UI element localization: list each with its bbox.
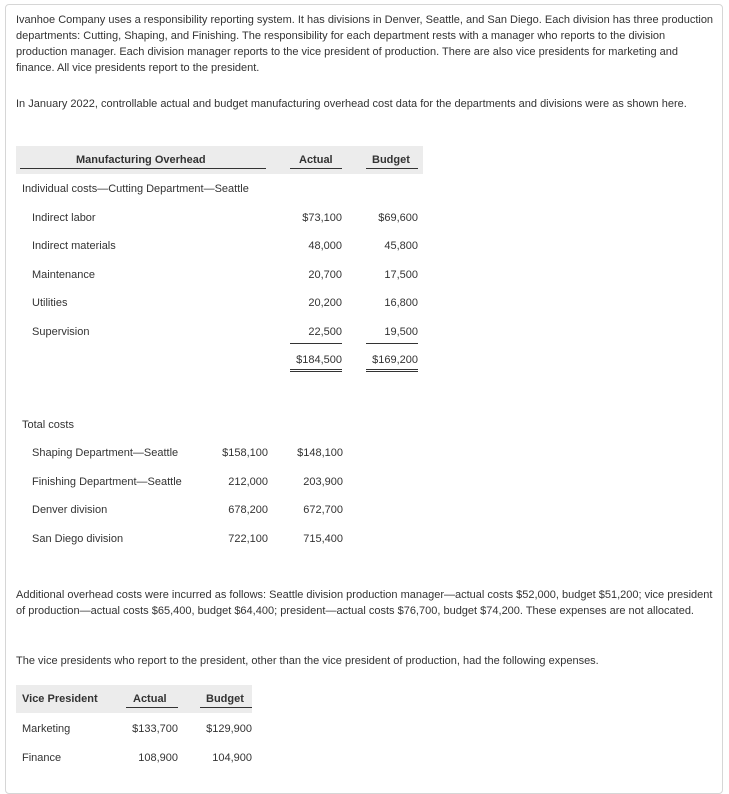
row-budget: 17,500	[384, 269, 418, 281]
row-label: Supervision	[32, 326, 90, 338]
total-row-label: San Diego division	[32, 533, 124, 545]
subtotal-actual-underline	[290, 343, 342, 344]
row-actual: $73,100	[302, 212, 342, 224]
row-budget: 45,800	[384, 240, 418, 252]
total-row-budget: $148,100	[297, 447, 343, 459]
header-actual-underline	[290, 168, 342, 169]
section-total-costs: Total costs	[22, 419, 74, 431]
vp-row-actual: 108,900	[138, 752, 178, 764]
header-label-underline	[20, 168, 266, 169]
intro-paragraph-2: In January 2022, controllable actual and budget manufacturing overhead cost data for the departments and divisions were as shown here.	[16, 98, 687, 110]
total-row-actual: 722,100	[228, 533, 268, 545]
additional-costs-paragraph: Additional overhead costs were incurred as follows: Seattle division production manager—actual costs $52,000, budget $51,200; vice president of production—actual costs $65,400, budget $64,400; president—actual costs $76,700, budget $74,200. These expenses are not allocated.	[16, 589, 713, 617]
total-row-label: Shaping Department—Seattle	[32, 447, 179, 459]
total-row-label: Denver division	[32, 504, 108, 516]
vp-row-budget: 104,900	[212, 752, 252, 764]
total-budget: $169,200	[372, 354, 418, 366]
vp-header-budget: Budget	[206, 693, 244, 705]
vp-row-label: Finance	[22, 752, 62, 764]
total-row-budget: 203,900	[303, 476, 343, 488]
row-budget: $69,600	[378, 212, 418, 224]
section-individual-costs: Individual costs—Cutting Department—Seattle	[22, 183, 249, 195]
row-label: Indirect materials	[32, 240, 116, 252]
vp-row-label: Marketing	[22, 723, 71, 735]
total-budget-double-underline	[366, 369, 418, 372]
row-budget: 19,500	[384, 326, 418, 338]
header-budget: Budget	[372, 154, 410, 166]
total-row-label: Finishing Department—Seattle	[32, 476, 182, 488]
row-label: Maintenance	[32, 269, 95, 281]
subtotal-budget-underline	[366, 343, 418, 344]
intro-paragraph-1: Ivanhoe Company uses a responsibility reporting system. It has divisions in Denver, Seattle, and San Diego. Each division has three production departments: Cutting, Shaping, and Finishing. The responsibility for each department rests with a manager who reports to the division production manager. Each division manager reports to the vice president of production. There are also vice presidents for marketing and finance. All vice presidents report to the president.	[16, 14, 714, 74]
total-actual-double-underline	[290, 369, 342, 372]
total-row-budget: 715,400	[303, 533, 343, 545]
row-label: Indirect labor	[32, 212, 96, 224]
vp-row-actual: $133,700	[132, 723, 178, 735]
row-actual: 20,200	[308, 297, 342, 309]
row-actual: 20,700	[308, 269, 342, 281]
row-label: Utilities	[32, 297, 68, 309]
header-manufacturing-overhead: Manufacturing Overhead	[76, 154, 206, 166]
vp-expenses-paragraph: The vice presidents who report to the president, other than the vice president of production, had the following expenses.	[16, 655, 599, 667]
total-row-actual: 212,000	[228, 476, 268, 488]
problem-card	[5, 4, 723, 794]
total-row-budget: 672,700	[303, 504, 343, 516]
vp-header-actual-underline	[126, 707, 178, 708]
row-budget: 16,800	[384, 297, 418, 309]
vp-row-budget: $129,900	[206, 723, 252, 735]
vp-header-label: Vice President	[22, 693, 98, 705]
header-budget-underline	[366, 168, 418, 169]
row-actual: 22,500	[308, 326, 342, 338]
total-row-actual: 678,200	[228, 504, 268, 516]
header-actual: Actual	[299, 154, 333, 166]
total-row-actual: $158,100	[222, 447, 268, 459]
vp-header-actual: Actual	[133, 693, 167, 705]
total-actual: $184,500	[296, 354, 342, 366]
row-actual: 48,000	[308, 240, 342, 252]
vp-header-budget-underline	[200, 707, 252, 708]
